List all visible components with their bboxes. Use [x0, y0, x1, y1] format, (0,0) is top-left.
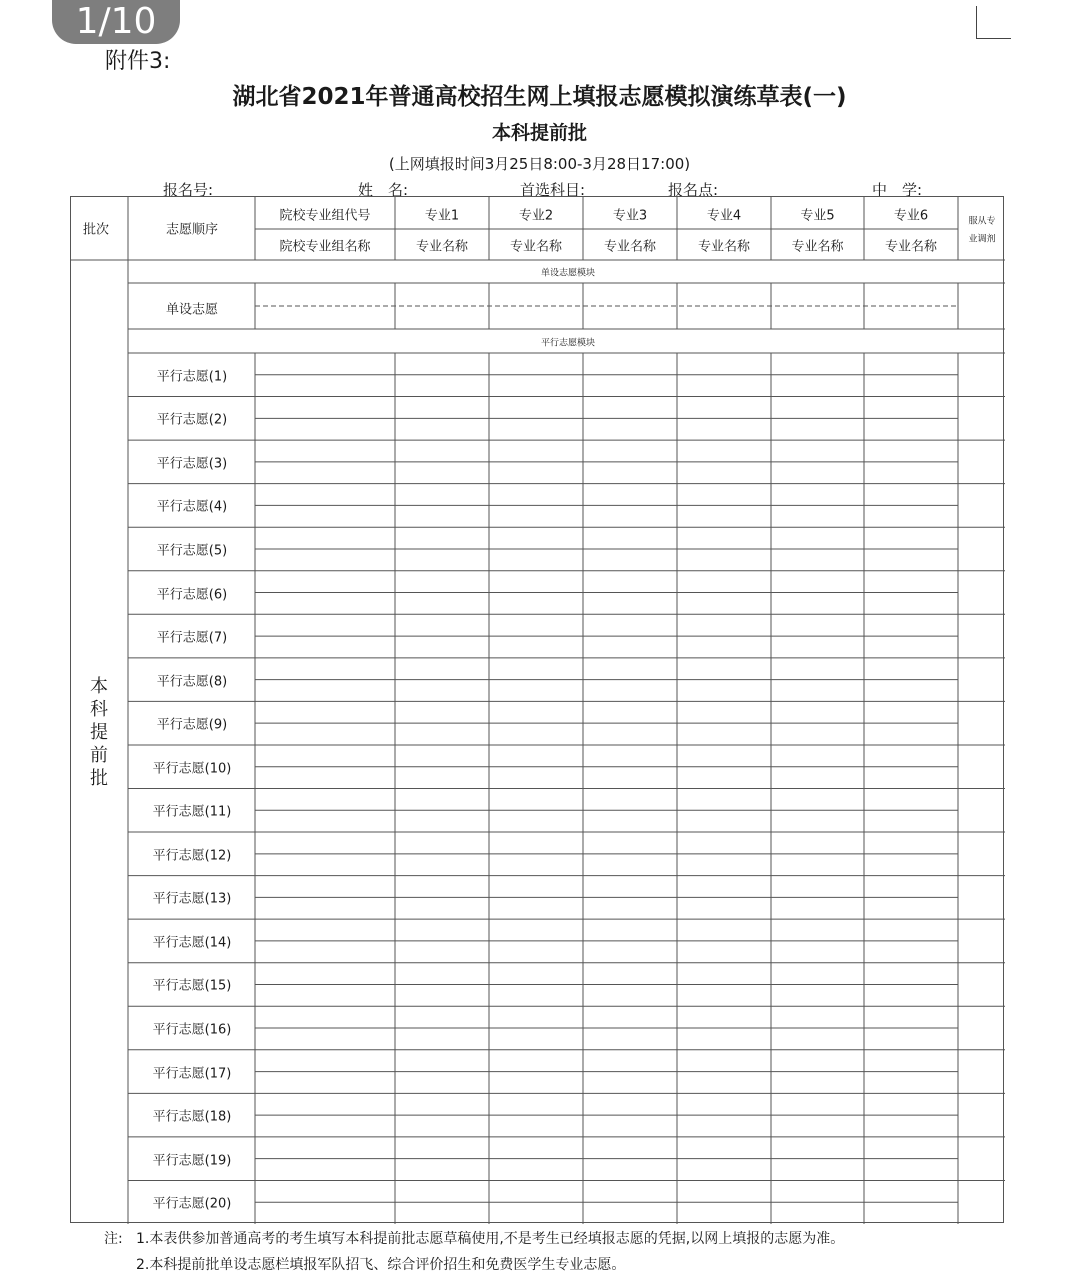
parallel-row-label-14: 平行志愿(14) — [152, 935, 232, 951]
batch-header: 批次 — [82, 222, 110, 238]
notes-prefix: 注: — [104, 1231, 123, 1247]
parallel-module-label: 平行志愿模块 — [540, 338, 596, 349]
parallel-row-label-19: 平行志愿(19) — [152, 1153, 232, 1169]
major-3-name-header: 专业名称 — [603, 239, 657, 255]
major-4-name-header: 专业名称 — [697, 239, 751, 255]
major-5-name-header: 专业名称 — [791, 239, 844, 255]
document-title: 湖北省2021年普通高校招生网上填报志愿模拟演练草表(一) — [232, 84, 847, 110]
filing-time-note: (上网填报时间3月25日8:00-3月28日17:00) — [388, 155, 691, 173]
major-3-header: 专业3 — [612, 208, 648, 224]
batch-vertical-char: 科 — [90, 699, 108, 720]
parallel-row-label-15: 平行志愿(15) — [152, 978, 232, 994]
name-label: 姓 名: — [358, 181, 409, 199]
major-5-header: 专业5 — [800, 208, 835, 224]
batch-vertical-char: 批 — [90, 768, 108, 789]
parallel-row-label-11: 平行志愿(11) — [152, 804, 232, 820]
batch-vertical-char: 前 — [90, 745, 108, 766]
parallel-row-label-4: 平行志愿(4) — [156, 499, 228, 515]
note-line-1: 1.本表供参加普通高考的考生填写本科提前批志愿草稿使用,不是考生已经填报志愿的凭据,以网上填报的志愿为准。 — [136, 1231, 845, 1247]
major-4-header: 专业4 — [706, 208, 742, 224]
note-line-2: 2.本科提前批单设志愿栏填报军队招飞、综合评价招生和免费医学生专业志愿。 — [136, 1257, 626, 1273]
major-6-name-header: 专业名称 — [884, 239, 938, 255]
parallel-row-label-9: 平行志愿(9) — [156, 717, 228, 733]
parallel-row-label-16: 平行志愿(16) — [152, 1022, 232, 1038]
adjust-header-line2: 业调剂 — [968, 234, 996, 245]
form-table — [70, 196, 1004, 1223]
school-label: 中 学: — [872, 181, 923, 199]
batch-vertical-char: 本 — [90, 676, 108, 697]
major-2-name-header: 专业名称 — [509, 239, 563, 255]
single-module-label: 单设志愿模块 — [540, 268, 596, 279]
major-1-header: 专业1 — [424, 208, 460, 224]
parallel-row-label-18: 平行志愿(18) — [152, 1109, 232, 1125]
group-code-header: 院校专业组代号 — [279, 208, 371, 224]
site-label: 报名点: — [668, 181, 719, 199]
subject-label: 首选科目: — [520, 181, 586, 199]
parallel-row-label-3: 平行志愿(3) — [156, 456, 228, 472]
parallel-row-label-1: 平行志愿(1) — [156, 369, 228, 385]
order-header: 志愿顺序 — [165, 222, 219, 238]
attachment-label: 附件3: — [105, 49, 171, 74]
major-6-header: 专业6 — [893, 208, 929, 224]
corner-crop-mark — [976, 6, 1011, 39]
major-2-header: 专业2 — [518, 208, 554, 224]
adjust-header-line1: 服从专 — [968, 216, 996, 227]
parallel-row-label-2: 平行志愿(2) — [156, 412, 228, 428]
parallel-row-label-8: 平行志愿(8) — [156, 674, 228, 690]
parallel-row-label-12: 平行志愿(12) — [152, 848, 232, 864]
parallel-row-label-13: 平行志愿(13) — [152, 891, 232, 907]
single-row-label: 单设志愿 — [165, 302, 219, 318]
parallel-row-label-7: 平行志愿(7) — [156, 630, 228, 646]
document-subtitle: 本科提前批 — [491, 122, 587, 144]
group-name-header: 院校专业组名称 — [279, 239, 371, 255]
page-counter: 1/10 — [52, 0, 180, 44]
parallel-row-label-20: 平行志愿(20) — [152, 1196, 232, 1212]
batch-vertical-char: 提 — [90, 722, 108, 743]
reg-no-label: 报名号: — [163, 181, 214, 199]
parallel-row-label-6: 平行志愿(6) — [156, 587, 228, 603]
parallel-row-label-17: 平行志愿(17) — [152, 1066, 232, 1082]
parallel-row-label-5: 平行志愿(5) — [156, 543, 228, 559]
parallel-row-label-10: 平行志愿(10) — [152, 761, 232, 777]
major-1-name-header: 专业名称 — [415, 239, 469, 255]
